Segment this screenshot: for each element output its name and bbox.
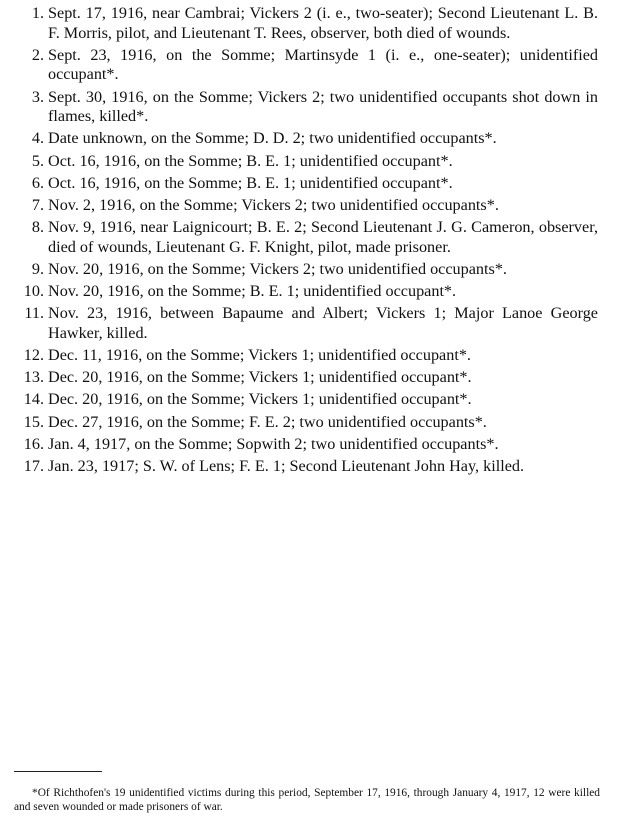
list-item <box>14 129 598 149</box>
item-text: Dec. 20, 1916, on the Somme; Vickers 1; unidentified occupant*. <box>48 390 472 409</box>
victory-list <box>14 4 598 479</box>
item-text: Oct. 16, 1916, on the Somme; B. E. 1; unidentified occupant*. <box>48 151 453 170</box>
item-text: Nov. 9, 1916, near Laignicourt; B. E. 2; Second Lieutenant J. G. Cameron, observer, died of wounds, Lieutenant G. F. Knight, pilot, made prisoner. <box>48 218 598 256</box>
item-number: 8. <box>31 218 44 237</box>
footnote <box>14 787 600 814</box>
list-item <box>14 196 598 216</box>
list-item <box>14 282 598 302</box>
item-text: Sept. 30, 1916, on the Somme; Vickers 2; two unidentified occupants shot down in flames, killed*. <box>48 87 598 126</box>
item-number: 17. <box>23 456 44 475</box>
item-number: 15. <box>23 412 44 431</box>
list-item <box>14 218 598 257</box>
footnote-divider <box>14 771 102 772</box>
item-number: 10. <box>23 282 44 301</box>
item-text: Nov. 23, 1916, between Bapaume and Albert; Vickers 1; Major Lanoe George Hawker, killed. <box>48 304 598 342</box>
item-text: Dec. 20, 1916, on the Somme; Vickers 1; unidentified occupant*. <box>48 368 472 387</box>
item-text: Sept. 17, 1916, near Cambrai; Vickers 2 (i. e., two-seater); Second Lieutenant L. B. F. Morris, pilot, and Lieutenant T. Rees, observer, both died of wounds. <box>48 4 598 42</box>
list-item <box>14 413 598 433</box>
item-number: 7. <box>31 195 44 214</box>
item-text: Date unknown, on the Somme; D. D. 2; two unidentified occupants*. <box>48 129 497 148</box>
item-number: 5. <box>31 151 44 170</box>
item-text: Dec. 27, 1916, on the Somme; F. E. 2; two unidentified occupants*. <box>48 412 487 431</box>
item-number: 12. <box>23 346 44 365</box>
item-number: 16. <box>23 434 44 453</box>
item-text: Nov. 20, 1916, on the Somme; B. E. 1; unidentified occupant*. <box>48 282 457 301</box>
item-number: 1. <box>31 4 44 22</box>
item-number: 9. <box>31 259 44 278</box>
item-number: 4. <box>31 129 44 148</box>
item-text: Dec. 11, 1916, on the Somme; Vickers 1; unidentified occupant*. <box>48 346 471 365</box>
item-text: Oct. 16, 1916, on the Somme; B. E. 1; unidentified occupant*. <box>48 173 453 192</box>
item-number: 2. <box>31 45 44 64</box>
list-item <box>14 304 598 343</box>
item-number: 6. <box>31 173 44 192</box>
list-item <box>14 435 598 455</box>
item-number: 13. <box>23 368 44 387</box>
item-number: 3. <box>31 87 44 106</box>
list-item <box>14 457 598 477</box>
list-item <box>14 346 598 366</box>
item-text: Nov. 20, 1916, on the Somme; Vickers 2; two unidentified occupants*. <box>48 259 507 278</box>
item-text: Jan. 23, 1917; S. W. of Lens; F. E. 1; Second Lieutenant John Hay, killed. <box>48 456 525 475</box>
item-text: Nov. 2, 1916, on the Somme; Vickers 2; two unidentified occupants*. <box>48 195 499 214</box>
footnote-text: *Of Richthofen's 19 unidentified victims during this period, September 17, 1916, through January 4, 1917, 12 were killed and seven wounded or made prisoners of war. <box>14 787 600 813</box>
list-item <box>14 88 598 127</box>
list-item <box>14 4 598 43</box>
item-text: Sept. 23, 1916, on the Somme; Martinsyde 1 (i. e., one-seater); unidentified occupant*. <box>48 45 598 84</box>
list-item <box>14 390 598 410</box>
list-item <box>14 46 598 85</box>
item-text: Jan. 4, 1917, on the Somme; Sopwith 2; two unidentified occupants*. <box>48 434 499 453</box>
list-item <box>14 152 598 172</box>
list-item <box>14 260 598 280</box>
item-number: 11. <box>24 304 44 323</box>
list-item <box>14 368 598 388</box>
item-number: 14. <box>23 390 44 409</box>
list-item <box>14 174 598 194</box>
